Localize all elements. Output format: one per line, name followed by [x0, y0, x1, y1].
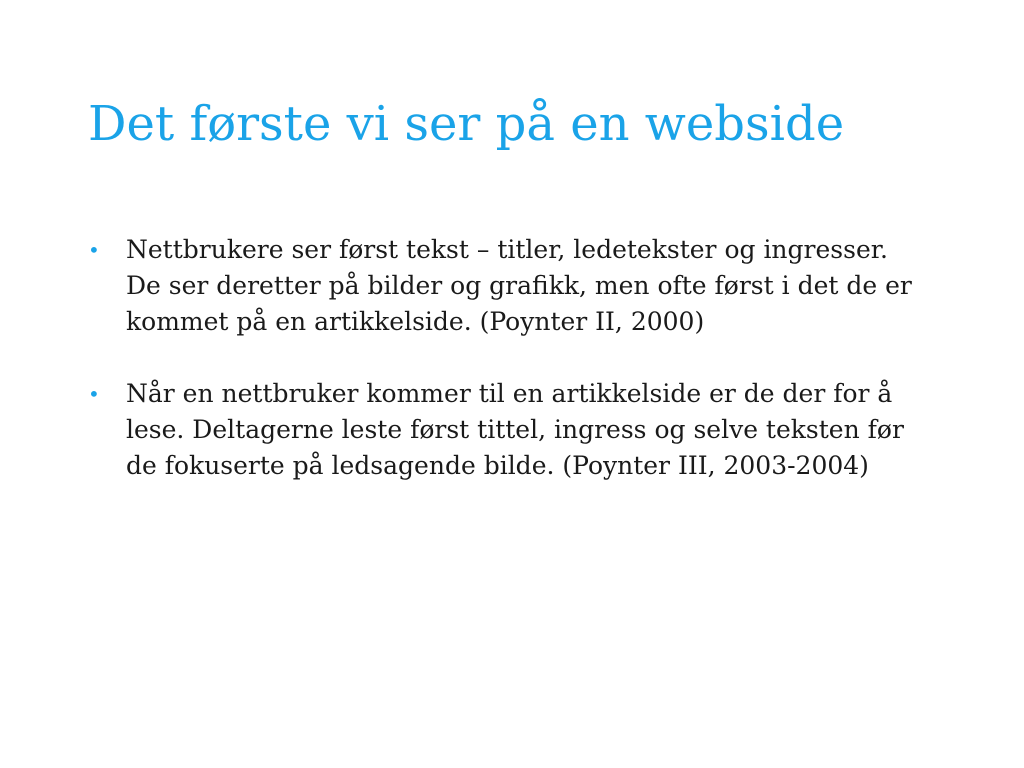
- bullet-marker-icon: •: [88, 382, 100, 406]
- bullet-item: [88, 376, 918, 484]
- bullet-item: [88, 232, 918, 340]
- slide-title: Det første vi ser på en webside: [88, 96, 845, 152]
- bullet-text: Nettbrukere ser først tekst – titler, ledetekster og ingresser. De ser deretter på bilder og grafikk, men ofte først i det de er kommet på en artikkelside. (Poynter II, 2000): [126, 235, 912, 336]
- bullet-list: [88, 232, 918, 520]
- bullet-text: Når en nettbruker kommer til en artikkelside er de der for å lese. Deltagerne leste først tittel, ingress og selve teksten før de fokuserte på ledsagende bilde. (Poynter III, 2003-2004): [126, 379, 904, 480]
- bullet-marker-icon: •: [88, 238, 100, 262]
